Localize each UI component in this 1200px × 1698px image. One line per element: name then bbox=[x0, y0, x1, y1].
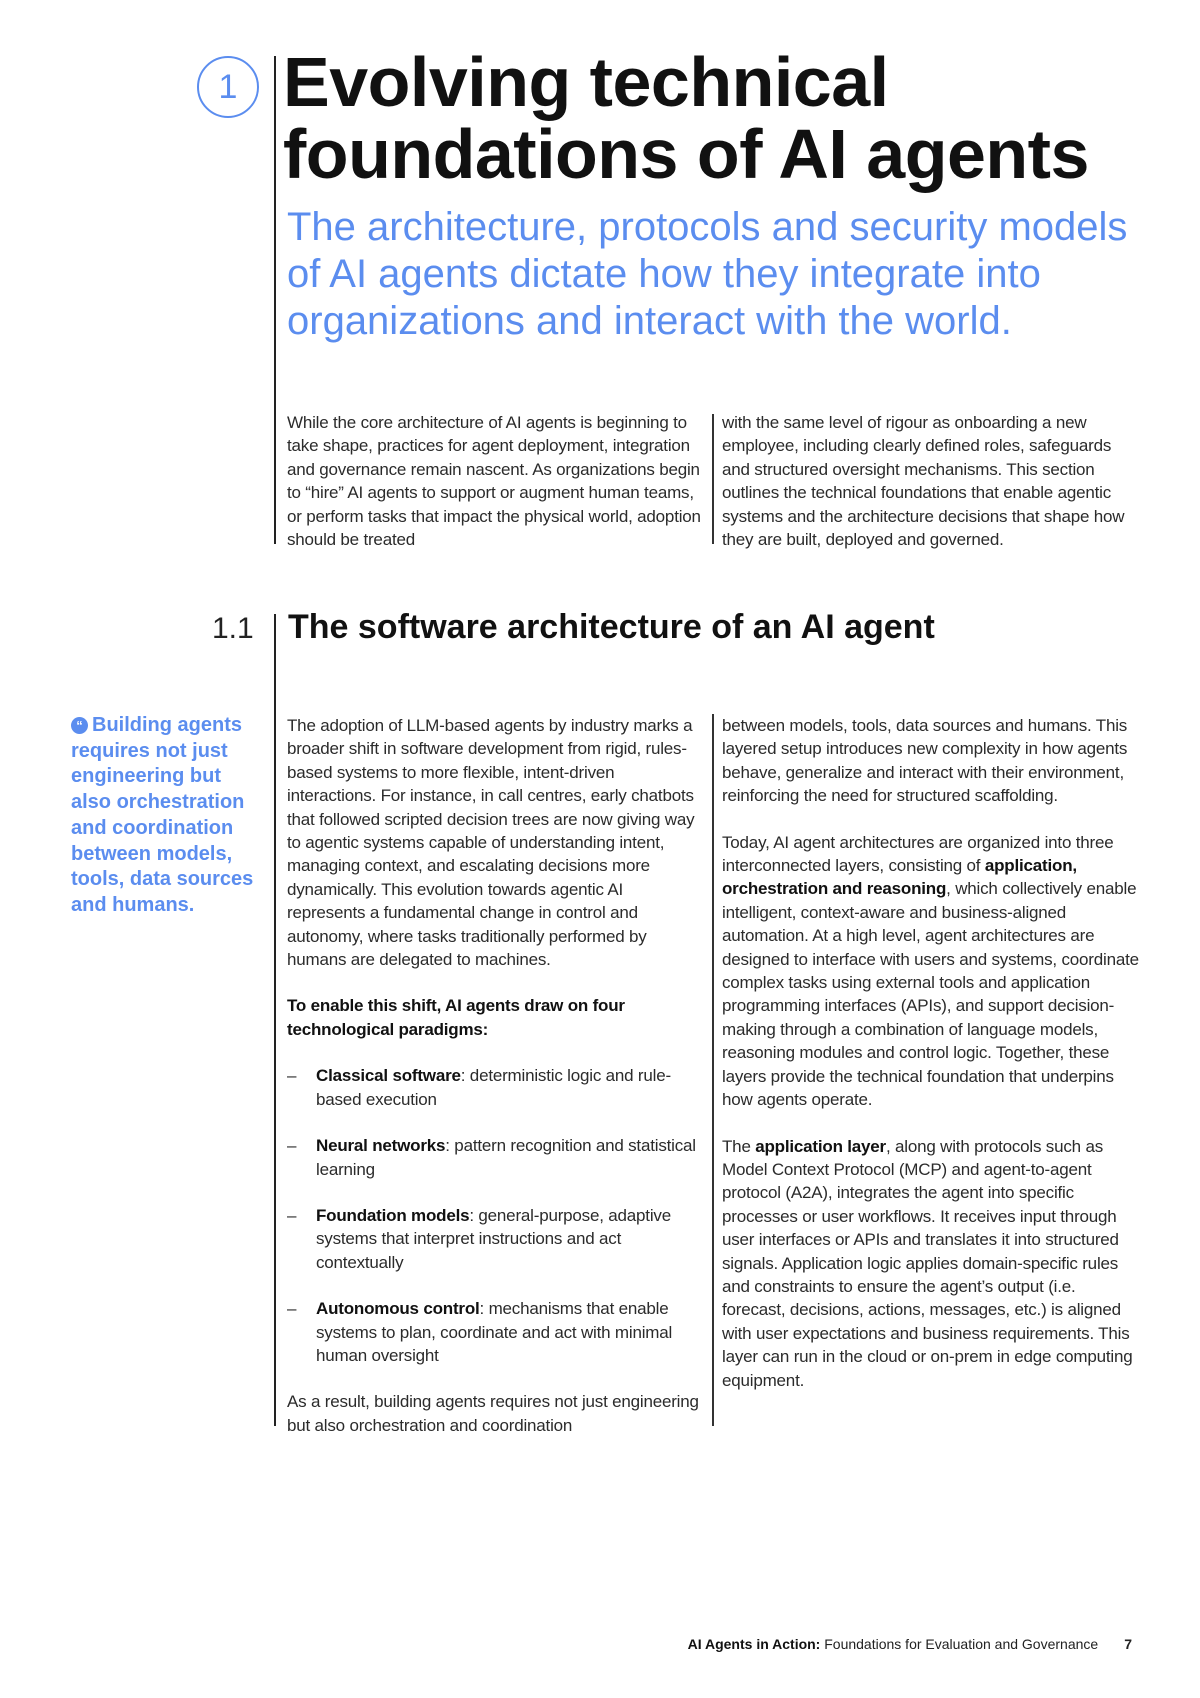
col2-paragraph-3: The application layer, along with protocols such as Model Context Protocol (MCP) and agent-to-agent protocol (A2A), integrates the agent into specific processes or user workflows. It receives input through user interfaces or APIs and translates it into structured signals. Application logic applies domain-specific rules and constraints to ensure the agent’s output (i.e. forecast, decisions, actions, messages, etc.) is aligned with user expectations and business requirements. This layer can run in the cloud or on-prem in edge computing equipment. bbox=[722, 1136, 1133, 1390]
list-dash: – bbox=[287, 1205, 297, 1225]
section-left-column bbox=[287, 714, 702, 1437]
col2-paragraph-2: Today, AI agent architectures are organized into three interconnected layers, consisting of application, orchestration and reasoning, which collectively enable intelligent, context-aware and business-aligned automation. At a high level, agent architectures are designed to interface with users and systems, coordinate complex tasks using external tools and application programming interfaces (APIs), and support decision-making through a combination of language models, reasoning modules and control logic. Together, these layers provide the technical foundation that underpins how agents operate. bbox=[722, 832, 1139, 1110]
section-title: The software architecture of an AI agent bbox=[288, 608, 935, 646]
list-item bbox=[287, 1134, 702, 1181]
footer-publication-title: Foundations for Evaluation and Governance bbox=[820, 1636, 1099, 1652]
chapter-divider-line bbox=[274, 56, 276, 544]
list-item bbox=[287, 1064, 702, 1111]
pull-quote bbox=[71, 713, 256, 919]
list-desc: : mechanisms that enable systems to plan, coordinate and act with minimal human oversight bbox=[316, 1299, 673, 1365]
list-term: Neural networks bbox=[316, 1136, 446, 1156]
list-item bbox=[287, 1204, 702, 1274]
list-term: Foundation models bbox=[316, 1205, 470, 1225]
list-term: Classical software bbox=[316, 1066, 461, 1086]
list-dash: – bbox=[287, 1299, 297, 1319]
list-item bbox=[287, 1297, 702, 1367]
page-number: 7 bbox=[1124, 1636, 1132, 1652]
layers-emphasis: application, orchestration and reasoning bbox=[722, 856, 1077, 899]
page-footer bbox=[688, 1636, 1132, 1652]
intro-left-paragraph: While the core architecture of AI agents is beginning to take shape, practices for agent deployment, integration and governance remain nascent. As organizations begin to “hire” AI agents to support or augment human teams, or perform tasks that impact the physical world, adoption should be treated bbox=[287, 413, 701, 550]
intro-right-column bbox=[722, 411, 1142, 551]
list-desc: : general-purpose, adaptive systems that interpret instructions and act contextually bbox=[316, 1205, 671, 1272]
col1-closing-paragraph: As a result, building agents requires not just engineering but also orchestration and coordination bbox=[287, 1392, 699, 1435]
intro-left-column bbox=[287, 411, 702, 551]
col1-paragraph-1: The adoption of LLM-based agents by industry marks a broader shift in software development from rigid, rules-based systems to more flexible, intent-driven interactions. For instance, in call centres, early chatbots that followed scripted decision trees are now giving way to agentic systems capable of understanding intent, managing context, and escalating decisions more dynamically. This evolution towards agentic AI represents a fundamental change in control and autonomy, where tasks traditionally performed by humans are delegated to machines. bbox=[287, 716, 695, 970]
chapter-number-badge: 1 bbox=[197, 56, 259, 118]
intro-column-rule bbox=[712, 414, 714, 544]
section-number: 1.1 bbox=[212, 612, 254, 645]
footer-publication-bold: AI Agents in Action: bbox=[687, 1636, 821, 1652]
list-dash: – bbox=[287, 1136, 297, 1156]
list-term: Autonomous control bbox=[316, 1299, 480, 1319]
quote-icon: “ bbox=[71, 717, 88, 734]
section-column-rule bbox=[712, 714, 714, 1426]
pull-quote-text: Building agents requires not just engineering but also orchestration and coordination between models, tools, data sources and humans. bbox=[71, 714, 254, 916]
chapter-title: Evolving technical foundations of AI agents bbox=[283, 43, 1089, 193]
list-desc: : deterministic logic and rule-based execution bbox=[316, 1066, 671, 1109]
chapter-subtitle: The architecture, protocols and security models of AI agents dictate how they integrate into organizations and interact with the world. bbox=[287, 205, 1128, 343]
section-right-column bbox=[722, 714, 1142, 1392]
intro-right-paragraph: with the same level of rigour as onboarding a new employee, including clearly defined roles, safeguards and structured oversight mechanisms. This section outlines the technical foundations that enable agentic systems and the architecture decisions that shape how they are built, deployed and governed. bbox=[722, 413, 1125, 550]
list-dash: – bbox=[287, 1066, 297, 1086]
list-desc: : pattern recognition and statistical learning bbox=[316, 1136, 696, 1179]
col2-paragraph-1: between models, tools, data sources and humans. This layered setup introduces new complexity in how agents behave, generalize and interact with their environment, reinforcing the need for structured scaffolding. bbox=[722, 716, 1128, 806]
paradigms-lead: To enable this shift, AI agents draw on four technological paradigms: bbox=[287, 996, 625, 1039]
application-layer-emphasis: application layer bbox=[755, 1136, 886, 1156]
section-divider-line bbox=[274, 614, 276, 1426]
